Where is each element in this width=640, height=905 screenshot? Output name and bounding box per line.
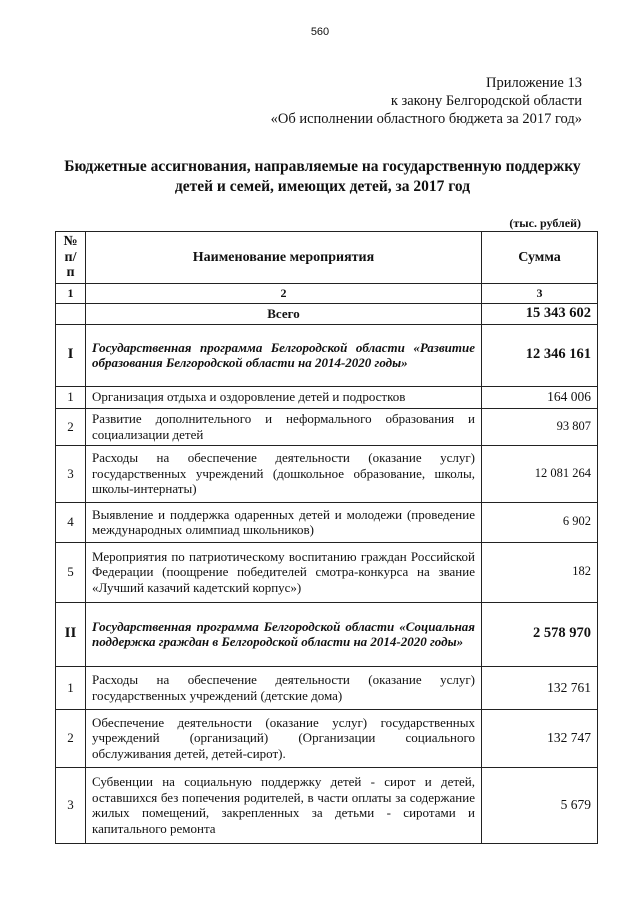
header-sum: Сумма <box>482 232 598 284</box>
column-numbers-row <box>56 283 598 304</box>
total-label: Всего <box>86 304 482 325</box>
row-sum: 182 <box>482 542 598 602</box>
row-name: Мероприятия по патриотическому воспитанию граждан Российской Федерации (поощрение победителей смотра-конкурса на звание «Лучший казачий кадетский корпус») <box>86 542 482 602</box>
table-row <box>56 502 598 542</box>
table-header-row <box>56 232 598 284</box>
column-number: 1 <box>56 283 86 304</box>
row-sum: 93 807 <box>482 408 598 445</box>
row-name: Государственная программа Белгородской области «Развитие образования Белгородской области на 2014-2020 годы» <box>86 324 482 386</box>
row-number: 3 <box>56 767 86 843</box>
table-row <box>56 666 598 709</box>
title-line-2: детей и семей, имеющих детей, за 2017 год <box>174 178 471 195</box>
row-number: 1 <box>56 666 86 709</box>
table-row <box>56 542 598 602</box>
budget-table <box>55 231 598 844</box>
row-name: Расходы на обеспечение деятельности (оказание услуг) государственных учреждений (детские дома) <box>86 666 482 709</box>
total-row <box>56 304 598 325</box>
table-row <box>56 445 598 502</box>
row-number: 2 <box>56 408 86 445</box>
row-number: I <box>56 324 86 386</box>
title-line-1: Бюджетные ассигнования, направляемые на государственную поддержку <box>64 158 581 175</box>
appendix-line-1: Приложение 13 <box>486 75 582 91</box>
table-row <box>56 408 598 445</box>
row-number: 1 <box>56 386 86 408</box>
header-num: № п/п <box>56 232 86 284</box>
program-row <box>56 602 598 666</box>
row-name: Развитие дополнительного и неформального образования и социализации детей <box>86 408 482 445</box>
header-name: Наименование мероприятия <box>86 232 482 284</box>
row-number: 2 <box>56 709 86 767</box>
table-row <box>56 709 598 767</box>
row-sum: 132 761 <box>482 666 598 709</box>
column-number: 3 <box>482 283 598 304</box>
row-name: Выявление и поддержка одаренных детей и молодежи (проведение международных олимпиад школьников) <box>86 502 482 542</box>
total-sum: 15 343 602 <box>482 304 598 325</box>
appendix-header <box>271 74 582 128</box>
row-sum: 6 902 <box>482 502 598 542</box>
row-name: Организация отдыха и оздоровление детей и подростков <box>86 386 482 408</box>
program-row <box>56 324 598 386</box>
row-name: Расходы на обеспечение деятельности (оказание услуг) государственных учреждений (дошкольное образование, школы, школы-интернаты) <box>86 445 482 502</box>
row-number: II <box>56 602 86 666</box>
row-number: 3 <box>56 445 86 502</box>
appendix-line-2: к закону Белгородской области <box>390 93 582 109</box>
page-number: 560 <box>310 26 330 38</box>
total-num-cell <box>56 304 86 325</box>
row-number: 4 <box>56 502 86 542</box>
row-sum: 12 081 264 <box>482 445 598 502</box>
document-title <box>40 157 605 197</box>
units-label: (тыс. рублей) <box>509 216 581 230</box>
row-name: Обеспечение деятельности (оказание услуг) государственных учреждений (организаций) (Организации социального обслуживания детей, детей-сирот). <box>86 709 482 767</box>
row-name: Субвенции на социальную поддержку детей - сирот и детей, оставшихся без попечения родителей, в части оплаты за содержание жилых помещений, закрепленных за детьми - сиротами и капитального ремонта <box>86 767 482 843</box>
table-row <box>56 767 598 843</box>
column-number: 2 <box>86 283 482 304</box>
row-sum: 5 679 <box>482 767 598 843</box>
table-row <box>56 386 598 408</box>
row-number: 5 <box>56 542 86 602</box>
row-sum: 2 578 970 <box>482 602 598 666</box>
row-sum: 12 346 161 <box>482 324 598 386</box>
row-sum: 164 006 <box>482 386 598 408</box>
row-sum: 132 747 <box>482 709 598 767</box>
appendix-line-3: «Об исполнении областного бюджета за 2017 год» <box>270 111 582 127</box>
row-name: Государственная программа Белгородской области «Социальная поддержка граждан в Белгородской области на 2014-2020 годы» <box>86 602 482 666</box>
